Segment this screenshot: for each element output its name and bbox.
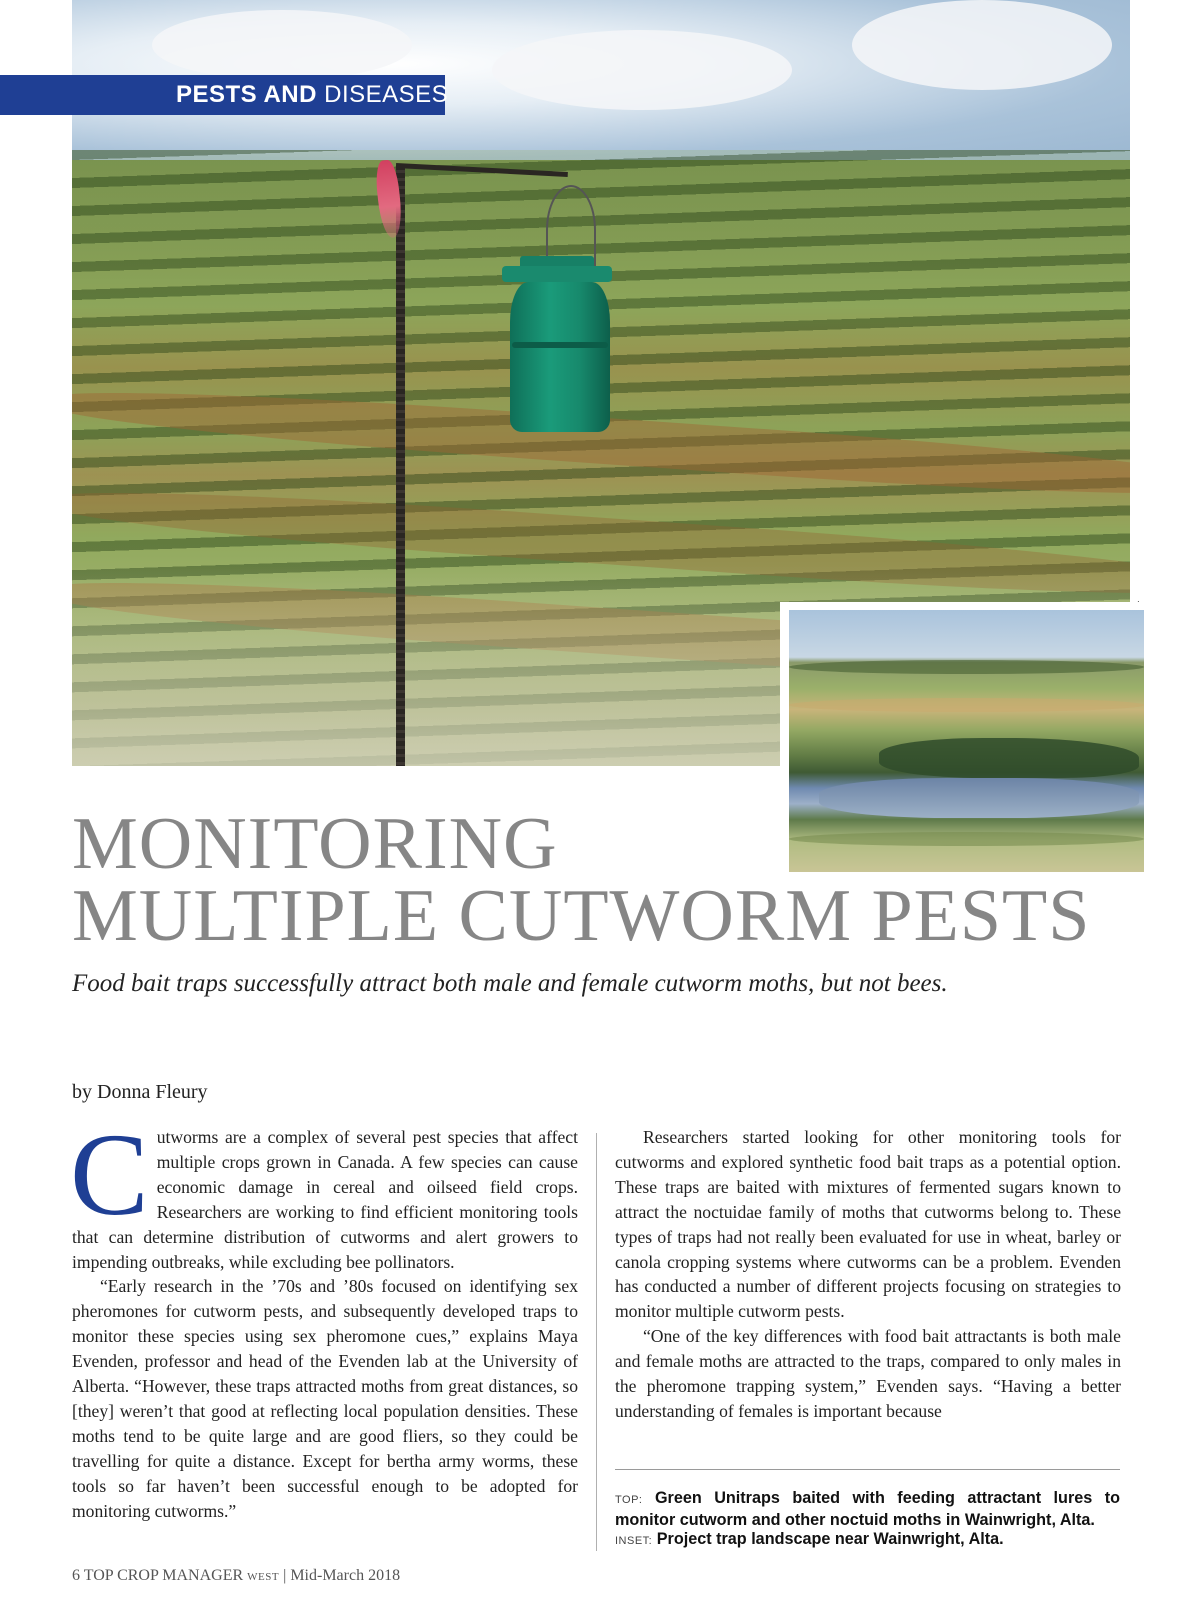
caption-inset-text: Project trap landscape near Wainwright, Alta. bbox=[656, 1530, 1004, 1548]
page-number: 6 bbox=[72, 1567, 80, 1584]
body-column-1 bbox=[70, 1109, 578, 1524]
cloud bbox=[152, 10, 412, 80]
section-tag-light: DISEASES bbox=[324, 81, 449, 108]
ridge bbox=[789, 698, 1144, 712]
headline-line2: MULTIPLE CUTWORM PESTS bbox=[72, 875, 1091, 957]
drop-cap: C bbox=[70, 1109, 149, 1240]
issue-date: | Mid-March 2018 bbox=[283, 1567, 401, 1584]
caption-top-text: Green Unitraps baited with feeding attractant lures to monitor cutworm and other noctuid moths in Wainwright, Alta. bbox=[615, 1489, 1120, 1529]
tree-line bbox=[879, 738, 1139, 778]
section-tag-bold: PESTS AND bbox=[176, 81, 317, 108]
column-divider bbox=[596, 1133, 597, 1551]
page-folio bbox=[72, 1567, 400, 1585]
body-column-2 bbox=[615, 1125, 1121, 1424]
magazine-name: TOP CROP MANAGER bbox=[83, 1567, 244, 1584]
cloud bbox=[492, 30, 792, 110]
deck: Food bait traps successfully attract both male and female cutworm moths, but not bees. bbox=[72, 970, 948, 997]
body-paragraph: “One of the key differences with food bait attractants is both male and female moths are attracted to the traps, compared to only males in the pheromone trapping system,” Evenden says. “Having a better understanding of females is important because bbox=[615, 1326, 1121, 1421]
byline: by Donna Fleury bbox=[72, 1081, 208, 1103]
body-paragraph bbox=[70, 1109, 578, 1274]
ridge bbox=[789, 660, 1144, 674]
headline-line1: MONITORING bbox=[72, 803, 558, 885]
caption-rule bbox=[615, 1469, 1120, 1470]
paragraph-text: utworms are a complex of several pest species that affect multiple crops grown in Canada. A few species can cause economic damage in cereal and oilseed field crops. Researchers are working to find efficient monitoring tools that can determine distribution of cutworms and alert growers to impending outbreaks, while excluding bee pollinators. bbox=[72, 1127, 578, 1272]
unitrap-rim bbox=[512, 342, 608, 348]
body-paragraph: Researchers started looking for other monitoring tools for cutworms and explored synthetic food bait traps as a potential option. These traps are baited with mixtures of fermented sugars known to attract the noctuidae family of moths that cutworms belong to. These types of traps had not really been evaluated for use in wheat, barley or canola cropping systems where cutworms can be a problem. Evenden has conducted a number of different projects focusing on strategies to monitor multiple cutworm pests. bbox=[615, 1127, 1121, 1322]
edition: WEST bbox=[247, 1571, 280, 1583]
caption-top-label: TOP: bbox=[615, 1494, 643, 1506]
body-paragraph: “Early research in the ’70s and ’80s focused on identifying sex pheromones for cutworm pests, and subsequently developed traps to monitor these species using sex pheromone cues,” explains Maya Evenden, professor and head of the Evenden lab at the University of Alberta. “However, these traps attracted moths from great distances, so [they] weren’t that good at reflecting local population densities. These moths tend to be quite large and are good fliers, so they could be travelling for quite a distance. Except for bertha army worms, these tools so far haven’t been successful enough to be adopted for monitoring cutworms.” bbox=[72, 1276, 578, 1521]
cloud bbox=[852, 0, 1112, 90]
photo-caption bbox=[615, 1489, 1120, 1552]
green-unitrap bbox=[510, 282, 610, 432]
trap-pole bbox=[396, 165, 405, 766]
headline bbox=[72, 803, 1132, 957]
caption-inset-label: INSET: bbox=[615, 1535, 653, 1547]
unitrap-lid bbox=[502, 266, 612, 282]
section-tag bbox=[0, 75, 449, 115]
